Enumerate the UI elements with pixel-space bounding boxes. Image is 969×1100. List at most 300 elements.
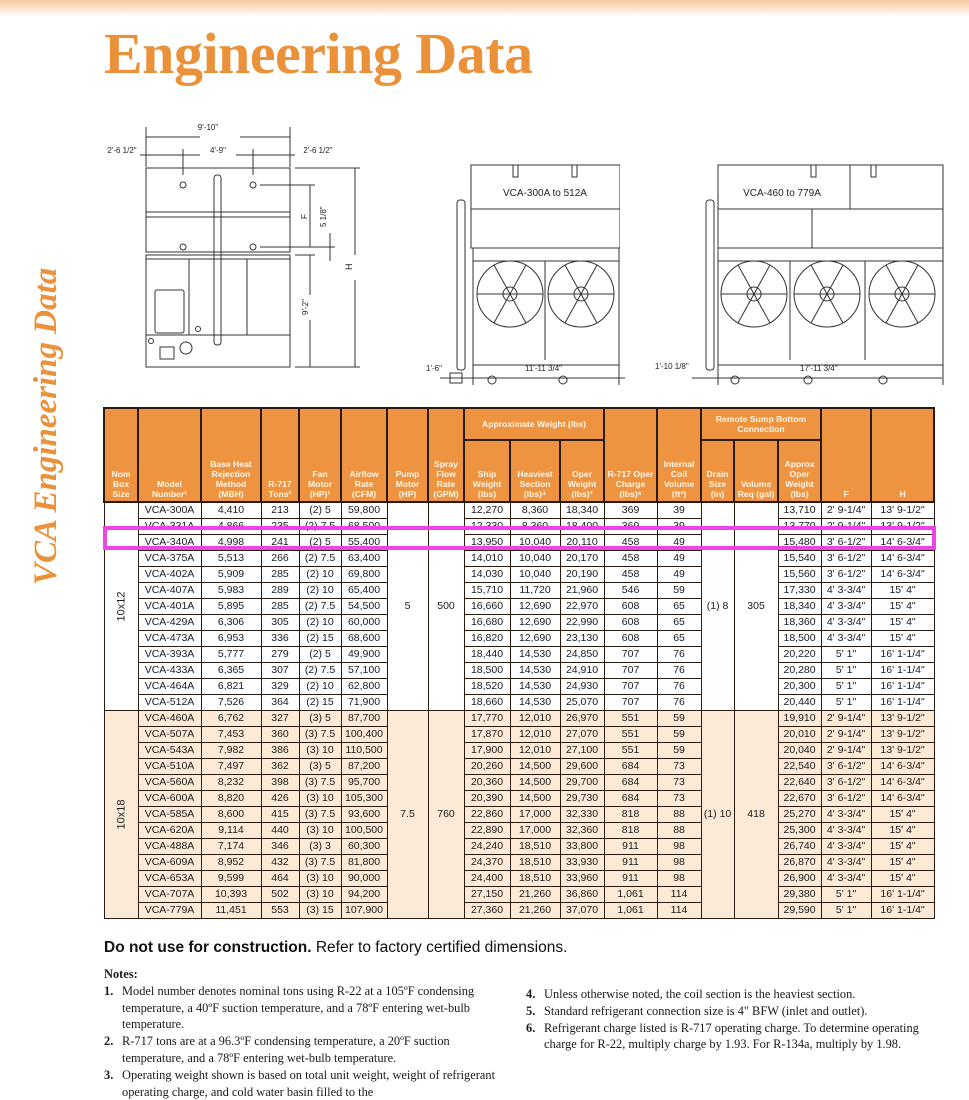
cell-oper-weight: 33,800	[560, 839, 604, 855]
cell-coil-volume: 49	[657, 551, 701, 567]
cell-fan-motor: (3) 15	[299, 903, 341, 919]
cell-fan-motor: (3) 5	[299, 759, 341, 775]
cell-base-heat: 8,232	[201, 775, 261, 791]
dim-length-small: 11'-11 3/4"	[525, 364, 562, 373]
cell-fan-motor: (3) 3	[299, 839, 341, 855]
cell-ship-weight: 15,710	[464, 583, 510, 599]
th-r717-tons: R-717 Tons²	[261, 408, 299, 502]
cell-coil-volume: 114	[657, 887, 701, 903]
cell-h: 15' 4"	[871, 599, 934, 615]
cell-ship-weight: 18,660	[464, 695, 510, 711]
cell-ship-weight: 20,360	[464, 775, 510, 791]
cell-airflow: 93,600	[341, 807, 387, 823]
cell-r717-tons: 464	[261, 871, 299, 887]
th-nom-box-size: Nom Box Size	[104, 408, 138, 502]
cell-fan-motor: (3) 7.5	[299, 727, 341, 743]
cell-airflow: 94,200	[341, 887, 387, 903]
cell-fan-motor: (2) 5	[299, 535, 341, 551]
th-fan-motor: Fan Motor (HP)¹	[299, 408, 341, 502]
cell-oper-weight: 26,970	[560, 711, 604, 727]
cell-heaviest-section: 12,690	[510, 615, 560, 631]
cell-base-heat: 5,513	[201, 551, 261, 567]
dim-center-spacing: 4'-9"	[210, 146, 226, 155]
cell-h: 14' 6-3/4"	[871, 791, 934, 807]
cell-model: VCA-464A	[138, 679, 201, 695]
cell-h: 15' 4"	[871, 631, 934, 647]
cell-f: 4' 3-3/4"	[821, 583, 871, 599]
cell-h: 15' 4"	[871, 583, 934, 599]
cell-f: 3' 6-1/2"	[821, 551, 871, 567]
cell-approx-oper-weight: 15,480	[778, 535, 821, 551]
table-row	[104, 743, 934, 759]
cell-pump-motor: 7.5	[387, 711, 428, 919]
cell-h: 16' 1-1/4"	[871, 679, 934, 695]
cell-fan-motor: (2) 5	[299, 502, 341, 519]
table-row	[104, 599, 934, 615]
cell-approx-oper-weight: 26,900	[778, 871, 821, 887]
cell-airflow: 57,100	[341, 663, 387, 679]
cell-h: 16' 1-1/4"	[871, 903, 934, 919]
th-spray-flow-rate: Spray Flow Rate (GPM)	[428, 408, 464, 502]
cell-drain-size: (1) 10	[701, 711, 734, 919]
cell-f: 3' 6-1/2"	[821, 791, 871, 807]
cell-airflow: 54,500	[341, 599, 387, 615]
cell-base-heat: 5,895	[201, 599, 261, 615]
cell-fan-motor: (2) 7.5	[299, 551, 341, 567]
th-f: F	[821, 408, 871, 502]
cell-approx-oper-weight: 20,440	[778, 695, 821, 711]
cell-approx-oper-weight: 18,360	[778, 615, 821, 631]
cell-ship-weight: 16,660	[464, 599, 510, 615]
note-4: 4. Unless otherwise noted, the coil section is the heaviest section.	[526, 987, 856, 1001]
th-drain-size: Drain Size (in)	[701, 440, 734, 502]
header-row-groups	[104, 408, 934, 440]
cell-model: VCA-300A	[138, 502, 201, 519]
cell-h: 15' 4"	[871, 823, 934, 839]
cell-model: VCA-401A	[138, 599, 201, 615]
dim-length-large: 17'-11 3/4"	[800, 364, 838, 373]
disclaimer-bold: Do not use for construction.	[104, 939, 312, 956]
table-row	[104, 535, 934, 551]
cell-coil-volume: 65	[657, 599, 701, 615]
cell-r717-charge: 911	[604, 871, 657, 887]
dim-line-large	[692, 374, 942, 382]
cell-h: 14' 6-3/4"	[871, 551, 934, 567]
th-ship-weight: Ship Weight (lbs)	[464, 440, 510, 502]
cell-ship-weight: 24,240	[464, 839, 510, 855]
cell-f: 2' 9-1/4"	[821, 727, 871, 743]
cell-airflow: 105,300	[341, 791, 387, 807]
cell-r717-charge: 369	[604, 502, 657, 519]
cell-r717-charge: 458	[604, 551, 657, 567]
cell-approx-oper-weight: 20,010	[778, 727, 821, 743]
cell-heaviest-section: 14,530	[510, 679, 560, 695]
cell-airflow: 60,300	[341, 839, 387, 855]
cell-r717-tons: 360	[261, 727, 299, 743]
cell-approx-oper-weight: 17,330	[778, 583, 821, 599]
cell-r717-charge: 1,061	[604, 903, 657, 919]
cell-oper-weight: 33,930	[560, 855, 604, 871]
cell-airflow: 63,400	[341, 551, 387, 567]
cell-coil-volume: 59	[657, 711, 701, 727]
cell-fan-motor: (2) 10	[299, 679, 341, 695]
cell-model: VCA-507A	[138, 727, 201, 743]
cell-ship-weight: 14,030	[464, 567, 510, 583]
notes-right-column	[526, 986, 926, 1053]
cell-r717-tons: 235	[261, 519, 299, 535]
dim-overall-width: 9'-10"	[197, 123, 219, 132]
cell-heaviest-section: 14,500	[510, 759, 560, 775]
cell-h: 14' 6-3/4"	[871, 535, 934, 551]
cell-heaviest-section: 21,260	[510, 903, 560, 919]
cell-model: VCA-620A	[138, 823, 201, 839]
cell-oper-weight: 32,360	[560, 823, 604, 839]
cell-model: VCA-393A	[138, 647, 201, 663]
cell-f: 4' 3-3/4"	[821, 839, 871, 855]
cell-fan-motor: (2) 10	[299, 567, 341, 583]
cell-approx-oper-weight: 20,300	[778, 679, 821, 695]
cell-r717-tons: 307	[261, 663, 299, 679]
cell-approx-oper-weight: 19,910	[778, 711, 821, 727]
cell-r717-tons: 362	[261, 759, 299, 775]
cell-heaviest-section: 17,000	[510, 823, 560, 839]
cell-oper-weight: 37,070	[560, 903, 604, 919]
cell-coil-volume: 76	[657, 647, 701, 663]
cell-airflow: 95,700	[341, 775, 387, 791]
cell-r717-tons: 327	[261, 711, 299, 727]
cell-base-heat: 8,952	[201, 855, 261, 871]
cell-airflow: 65,400	[341, 583, 387, 599]
cell-ship-weight: 14,010	[464, 551, 510, 567]
dim-left-offset: 2'-6 1/2"	[107, 146, 137, 155]
cell-airflow: 60,000	[341, 615, 387, 631]
cell-coil-volume: 76	[657, 663, 701, 679]
cell-r717-charge: 458	[604, 567, 657, 583]
cell-coil-volume: 76	[657, 695, 701, 711]
cell-h: 14' 6-3/4"	[871, 567, 934, 583]
cell-r717-tons: 266	[261, 551, 299, 567]
note-2: 2. R-717 tons are at a 96.3ºF condensing temperature, a 20ºF suction temperature, and a 78ºF entering wet-bulb temperature.	[104, 1034, 450, 1065]
cell-oper-weight: 24,930	[560, 679, 604, 695]
cell-f: 3' 6-1/2"	[821, 775, 871, 791]
cell-ship-weight: 24,370	[464, 855, 510, 871]
table-row	[104, 855, 934, 871]
cell-r717-charge: 818	[604, 823, 657, 839]
cell-volume-req: 305	[734, 502, 778, 711]
cell-airflow: 68,500	[341, 519, 387, 535]
cell-oper-weight: 18,400	[560, 519, 604, 535]
cell-r717-charge: 369	[604, 519, 657, 535]
cell-fan-motor: (3) 10	[299, 887, 341, 903]
cell-oper-weight: 25,070	[560, 695, 604, 711]
cell-heaviest-section: 14,500	[510, 791, 560, 807]
cell-coil-volume: 49	[657, 535, 701, 551]
cell-approx-oper-weight: 25,300	[778, 823, 821, 839]
cell-airflow: 55,400	[341, 535, 387, 551]
cell-coil-volume: 39	[657, 502, 701, 519]
cell-f: 4' 3-3/4"	[821, 807, 871, 823]
cell-spray-flow-rate: 500	[428, 502, 464, 711]
cell-approx-oper-weight: 20,040	[778, 743, 821, 759]
cell-fan-motor: (3) 7.5	[299, 855, 341, 871]
table-row	[104, 727, 934, 743]
cell-f: 5' 1"	[821, 903, 871, 919]
cell-base-heat: 6,953	[201, 631, 261, 647]
cell-r717-tons: 398	[261, 775, 299, 791]
cell-model: VCA-473A	[138, 631, 201, 647]
cell-drain-size: (1) 8	[701, 502, 734, 711]
cell-r717-charge: 818	[604, 807, 657, 823]
nom-box-size-label: 10x12	[114, 591, 127, 622]
cell-airflow: 87,700	[341, 711, 387, 727]
cell-airflow: 81,800	[341, 855, 387, 871]
table-row	[104, 807, 934, 823]
cell-r717-charge: 608	[604, 615, 657, 631]
cell-nom-box-size	[104, 711, 138, 919]
cell-f: 5' 1"	[821, 887, 871, 903]
cell-r717-tons: 415	[261, 807, 299, 823]
table-row	[104, 567, 934, 583]
cell-ship-weight: 27,150	[464, 887, 510, 903]
cell-approx-oper-weight: 26,740	[778, 839, 821, 855]
cell-base-heat: 8,600	[201, 807, 261, 823]
th-oper-weight: Oper Weight (lbs)³	[560, 440, 604, 502]
cell-heaviest-section: 12,010	[510, 727, 560, 743]
cell-model: VCA-512A	[138, 695, 201, 711]
cell-coil-volume: 114	[657, 903, 701, 919]
cell-h: 16' 1-1/4"	[871, 647, 934, 663]
cell-f: 4' 3-3/4"	[821, 631, 871, 647]
cell-r717-tons: 285	[261, 599, 299, 615]
cell-coil-volume: 59	[657, 743, 701, 759]
cell-model: VCA-543A	[138, 743, 201, 759]
cell-model: VCA-653A	[138, 871, 201, 887]
cell-ship-weight: 17,870	[464, 727, 510, 743]
cell-r717-tons: 329	[261, 679, 299, 695]
cell-model: VCA-560A	[138, 775, 201, 791]
cell-model: VCA-707A	[138, 887, 201, 903]
cell-h: 15' 4"	[871, 871, 934, 887]
cell-f: 5' 1"	[821, 647, 871, 663]
cell-f: 2' 9-1/4"	[821, 502, 871, 519]
cell-nom-box-size	[104, 502, 138, 711]
disclaimer-text: Refer to factory certified dimensions.	[311, 939, 568, 956]
cell-oper-weight: 24,850	[560, 647, 604, 663]
cell-airflow: 90,000	[341, 871, 387, 887]
cell-ship-weight: 12,270	[464, 502, 510, 519]
cell-r717-tons: 432	[261, 855, 299, 871]
cell-r717-charge: 707	[604, 663, 657, 679]
table-row	[104, 711, 934, 727]
cell-approx-oper-weight: 18,340	[778, 599, 821, 615]
cell-base-heat: 7,526	[201, 695, 261, 711]
cell-ship-weight: 20,260	[464, 759, 510, 775]
cell-ship-weight: 16,820	[464, 631, 510, 647]
cell-approx-oper-weight: 15,560	[778, 567, 821, 583]
cell-model: VCA-488A	[138, 839, 201, 855]
cell-airflow: 110,500	[341, 743, 387, 759]
cell-coil-volume: 49	[657, 567, 701, 583]
end-view-diagram	[100, 115, 400, 385]
cell-r717-tons: 305	[261, 615, 299, 631]
cell-fan-motor: (2) 15	[299, 695, 341, 711]
cell-approx-oper-weight: 22,540	[778, 759, 821, 775]
cell-heaviest-section: 12,690	[510, 599, 560, 615]
cell-model: VCA-585A	[138, 807, 201, 823]
cell-h: 16' 1-1/4"	[871, 663, 934, 679]
cell-r717-charge: 684	[604, 775, 657, 791]
cell-r717-charge: 707	[604, 695, 657, 711]
cell-coil-volume: 73	[657, 759, 701, 775]
cell-h: 15' 4"	[871, 615, 934, 631]
cell-approx-oper-weight: 20,280	[778, 663, 821, 679]
cell-coil-volume: 76	[657, 679, 701, 695]
notes-heading: Notes:	[104, 967, 138, 981]
th-heaviest-section: Heaviest Section (lbs)⁴	[510, 440, 560, 502]
cell-approx-oper-weight: 13,710	[778, 502, 821, 519]
cell-r717-tons: 241	[261, 535, 299, 551]
cell-fan-motor: (3) 7.5	[299, 775, 341, 791]
cell-oper-weight: 36,860	[560, 887, 604, 903]
table-row	[104, 502, 934, 519]
cell-h: 14' 6-3/4"	[871, 775, 934, 791]
cell-coil-volume: 59	[657, 727, 701, 743]
cell-base-heat: 7,982	[201, 743, 261, 759]
cell-r717-charge: 551	[604, 743, 657, 759]
cell-oper-weight: 20,110	[560, 535, 604, 551]
cell-r717-tons: 285	[261, 567, 299, 583]
cell-oper-weight: 23,130	[560, 631, 604, 647]
cell-airflow: 71,900	[341, 695, 387, 711]
table-row	[104, 839, 934, 855]
cell-fan-motor: (2) 15	[299, 631, 341, 647]
cell-f: 4' 3-3/4"	[821, 823, 871, 839]
cell-heaviest-section: 14,530	[510, 663, 560, 679]
cell-r717-charge: 546	[604, 583, 657, 599]
cell-base-heat: 10,393	[201, 887, 261, 903]
cell-r717-tons: 553	[261, 903, 299, 919]
table-row	[104, 871, 934, 887]
cell-oper-weight: 29,730	[560, 791, 604, 807]
cell-f: 2' 9-1/4"	[821, 743, 871, 759]
cell-r717-tons: 213	[261, 502, 299, 519]
cell-r717-charge: 458	[604, 535, 657, 551]
cell-approx-oper-weight: 26,870	[778, 855, 821, 871]
note-6: 6. Refrigerant charge listed is R-717 operating charge. To determine operating charge for R-22, multiply charge by 1.93. For R-134a, multiply by 1.98.	[526, 1020, 919, 1052]
side-view-large-diagram	[700, 160, 945, 385]
dim-pipe-offset-large: 1'-10 1/8"	[655, 362, 689, 371]
th-approx-oper-weight: Approx Oper Weight (lbs)	[778, 440, 821, 502]
th-pump-motor: Pump Motor (HP)	[387, 408, 428, 502]
cell-coil-volume: 98	[657, 855, 701, 871]
cell-model: VCA-375A	[138, 551, 201, 567]
table-row	[104, 759, 934, 775]
cell-coil-volume: 88	[657, 823, 701, 839]
cell-f: 4' 3-3/4"	[821, 855, 871, 871]
cell-heaviest-section: 17,000	[510, 807, 560, 823]
table-row	[104, 663, 934, 679]
cell-f: 2' 9-1/4"	[821, 711, 871, 727]
cell-f: 5' 1"	[821, 695, 871, 711]
cell-approx-oper-weight: 25,270	[778, 807, 821, 823]
table-row	[104, 775, 934, 791]
table-row	[104, 887, 934, 903]
table-row	[104, 679, 934, 695]
cell-base-heat: 6,762	[201, 711, 261, 727]
cell-base-heat: 7,497	[201, 759, 261, 775]
cell-h: 15' 4"	[871, 855, 934, 871]
cell-ship-weight: 24,400	[464, 871, 510, 887]
cell-airflow: 59,800	[341, 502, 387, 519]
cell-base-heat: 7,174	[201, 839, 261, 855]
cell-f: 4' 3-3/4"	[821, 615, 871, 631]
cell-model: VCA-340A	[138, 535, 201, 551]
cell-spray-flow-rate: 760	[428, 711, 464, 919]
cell-r717-tons: 440	[261, 823, 299, 839]
cell-coil-volume: 65	[657, 615, 701, 631]
cell-ship-weight: 13,950	[464, 535, 510, 551]
cell-base-heat: 9,114	[201, 823, 261, 839]
cell-model: VCA-609A	[138, 855, 201, 871]
table-row	[104, 551, 934, 567]
engineering-data-table	[103, 407, 935, 919]
cell-approx-oper-weight: 15,540	[778, 551, 821, 567]
cell-model: VCA-600A	[138, 791, 201, 807]
cell-ship-weight: 27,360	[464, 903, 510, 919]
cell-r717-tons: 346	[261, 839, 299, 855]
cell-base-heat: 8,820	[201, 791, 261, 807]
cell-approx-oper-weight: 29,380	[778, 887, 821, 903]
cell-approx-oper-weight: 22,670	[778, 791, 821, 807]
th-approx-weight-group: Approximate Weight (lbs)	[464, 408, 604, 440]
cell-model: VCA-779A	[138, 903, 201, 919]
cell-fan-motor: (2) 7.5	[299, 663, 341, 679]
th-r717-oper-charge: R-717 Oper Charge (lbs)⁶	[604, 408, 657, 502]
cell-ship-weight: 18,500	[464, 663, 510, 679]
cell-fan-motor: (2) 10	[299, 615, 341, 631]
cell-heaviest-section: 18,510	[510, 839, 560, 855]
cell-oper-weight: 29,600	[560, 759, 604, 775]
table-row	[104, 631, 934, 647]
cell-pump-motor: 5	[387, 502, 428, 711]
dim-5-1-8: 5 1/8"	[319, 206, 328, 227]
cell-ship-weight: 16,680	[464, 615, 510, 631]
cell-heaviest-section: 14,530	[510, 647, 560, 663]
cell-model: VCA-331A	[138, 519, 201, 535]
table-row	[104, 823, 934, 839]
cell-approx-oper-weight: 22,640	[778, 775, 821, 791]
cell-ship-weight: 22,860	[464, 807, 510, 823]
table-row	[104, 695, 934, 711]
cell-approx-oper-weight: 18,500	[778, 631, 821, 647]
table-row	[104, 647, 934, 663]
cell-coil-volume: 73	[657, 775, 701, 791]
th-remote-sump-group: Remote Sump Bottom Connection	[701, 408, 821, 440]
cell-fan-motor: (2) 7.5	[299, 519, 341, 535]
cell-f: 4' 3-3/4"	[821, 871, 871, 887]
cell-r717-charge: 684	[604, 759, 657, 775]
cell-ship-weight: 17,770	[464, 711, 510, 727]
disclaimer	[104, 939, 567, 957]
cell-r717-tons: 426	[261, 791, 299, 807]
cell-h: 13' 9-1/2"	[871, 727, 934, 743]
cell-fan-motor: (3) 10	[299, 743, 341, 759]
cell-model: VCA-407A	[138, 583, 201, 599]
dim-h: H	[344, 263, 354, 270]
note-5: 5. Standard refrigerant connection size is 4" BFW (inlet and outlet).	[526, 1003, 868, 1018]
top-gradient-band	[0, 0, 969, 16]
th-model-number: Model Number¹	[138, 408, 201, 502]
